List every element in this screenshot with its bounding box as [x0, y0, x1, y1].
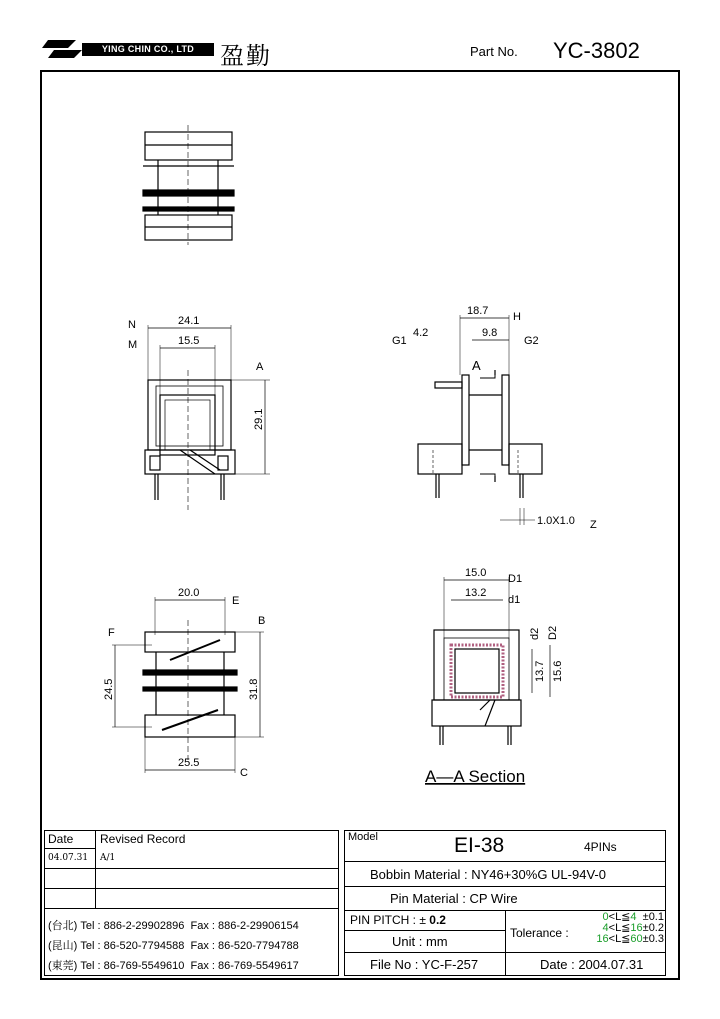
- section-dim-h2: 15.6: [552, 660, 564, 682]
- bottom-dim-w2: 25.5: [178, 757, 200, 769]
- section-dim-w2: 13.2: [465, 587, 487, 599]
- revision-record-header: Revised Record: [100, 832, 186, 846]
- front-ref-a: A: [256, 361, 264, 373]
- bobbin-material: Bobbin Material : NY46+30%G UL-94V-0: [370, 867, 606, 882]
- part-number-label: Part No.: [470, 44, 518, 59]
- bottom-dim-h1: 24.5: [103, 678, 115, 700]
- pin-size: 1.0X1.0: [537, 515, 575, 527]
- drawing-date: Date : 2004.07.31: [540, 957, 644, 972]
- section-dim-w1: 15.0: [465, 567, 487, 579]
- side-ref-h: H: [513, 311, 521, 323]
- section-ref-d2l: d2: [529, 627, 541, 640]
- model-value: EI-38: [454, 834, 505, 857]
- contact-kunshan: (昆山) Tel : 86-520-7794588 Fax : 86-520-7794788: [48, 940, 299, 952]
- section-mark: A: [472, 358, 481, 373]
- part-number: YC-3802: [553, 38, 640, 63]
- model-label: Model: [348, 831, 378, 843]
- section-ref-d1l: d1: [508, 594, 521, 606]
- section-dim-h1: 13.7: [534, 660, 546, 682]
- side-ref-g2: G2: [524, 335, 539, 347]
- front-view: [145, 325, 270, 510]
- logo-mark-icon: [40, 38, 84, 60]
- bottom-view: [112, 597, 264, 773]
- contact-dongguan: (東莞) Tel : 86-769-5549610 Fax : 86-769-5549617: [48, 960, 299, 972]
- front-dim-h: 29.1: [253, 408, 265, 430]
- side-dim-g2: 9.8: [482, 327, 498, 339]
- pin-pitch: PIN PITCH : ± 0.2: [350, 913, 446, 927]
- bottom-ref-f: F: [108, 627, 115, 639]
- bottom-ref-b: B: [258, 615, 266, 627]
- revision-date-header: Date: [48, 832, 74, 846]
- front-dim-w1: 24.1: [178, 315, 200, 327]
- section-ref-d1u: D1: [508, 573, 523, 585]
- pin-material: Pin Material : CP Wire: [390, 891, 518, 906]
- bottom-dim-h2: 31.8: [248, 678, 260, 700]
- company-logo: [40, 38, 215, 60]
- section-title: A—A Section: [425, 767, 526, 786]
- file-number: File No : YC-F-257: [370, 957, 479, 972]
- revision-row-record: A/1: [100, 853, 116, 863]
- revision-row-date: 04.07.31: [48, 853, 89, 863]
- bottom-ref-e: E: [232, 595, 240, 607]
- contact-taipei: (台北) Tel : 886-2-29902896 Fax : 886-2-29906154: [48, 920, 299, 932]
- logo-text: YING CHIN CO., LTD: [82, 43, 214, 56]
- bottom-ref-c: C: [240, 767, 248, 779]
- front-ref-m: M: [128, 339, 138, 351]
- tolerance-label: Tolerance :: [510, 926, 569, 940]
- company-name-cn: 盈勤: [220, 42, 272, 70]
- side-dim-w: 18.7: [467, 305, 489, 317]
- pin-count: 4PINs: [584, 840, 617, 854]
- side-ref-z: Z: [590, 519, 597, 531]
- bottom-dim-w: 20.0: [178, 587, 200, 599]
- section-ref-d2u: D2: [547, 625, 559, 640]
- tolerance-values: 0<L≦4 ±0.1 4<L≦16±0.2 16<L≦60±0.3: [596, 911, 664, 945]
- front-ref-n: N: [128, 319, 136, 331]
- front-dim-w2: 15.5: [178, 335, 200, 347]
- side-dim-g1: 4.2: [413, 327, 429, 339]
- section-view: [432, 577, 550, 745]
- side-ref-g1: G1: [392, 335, 407, 347]
- top-view: [143, 125, 234, 245]
- technical-drawing: [40, 70, 680, 830]
- unit: Unit : mm: [392, 934, 448, 949]
